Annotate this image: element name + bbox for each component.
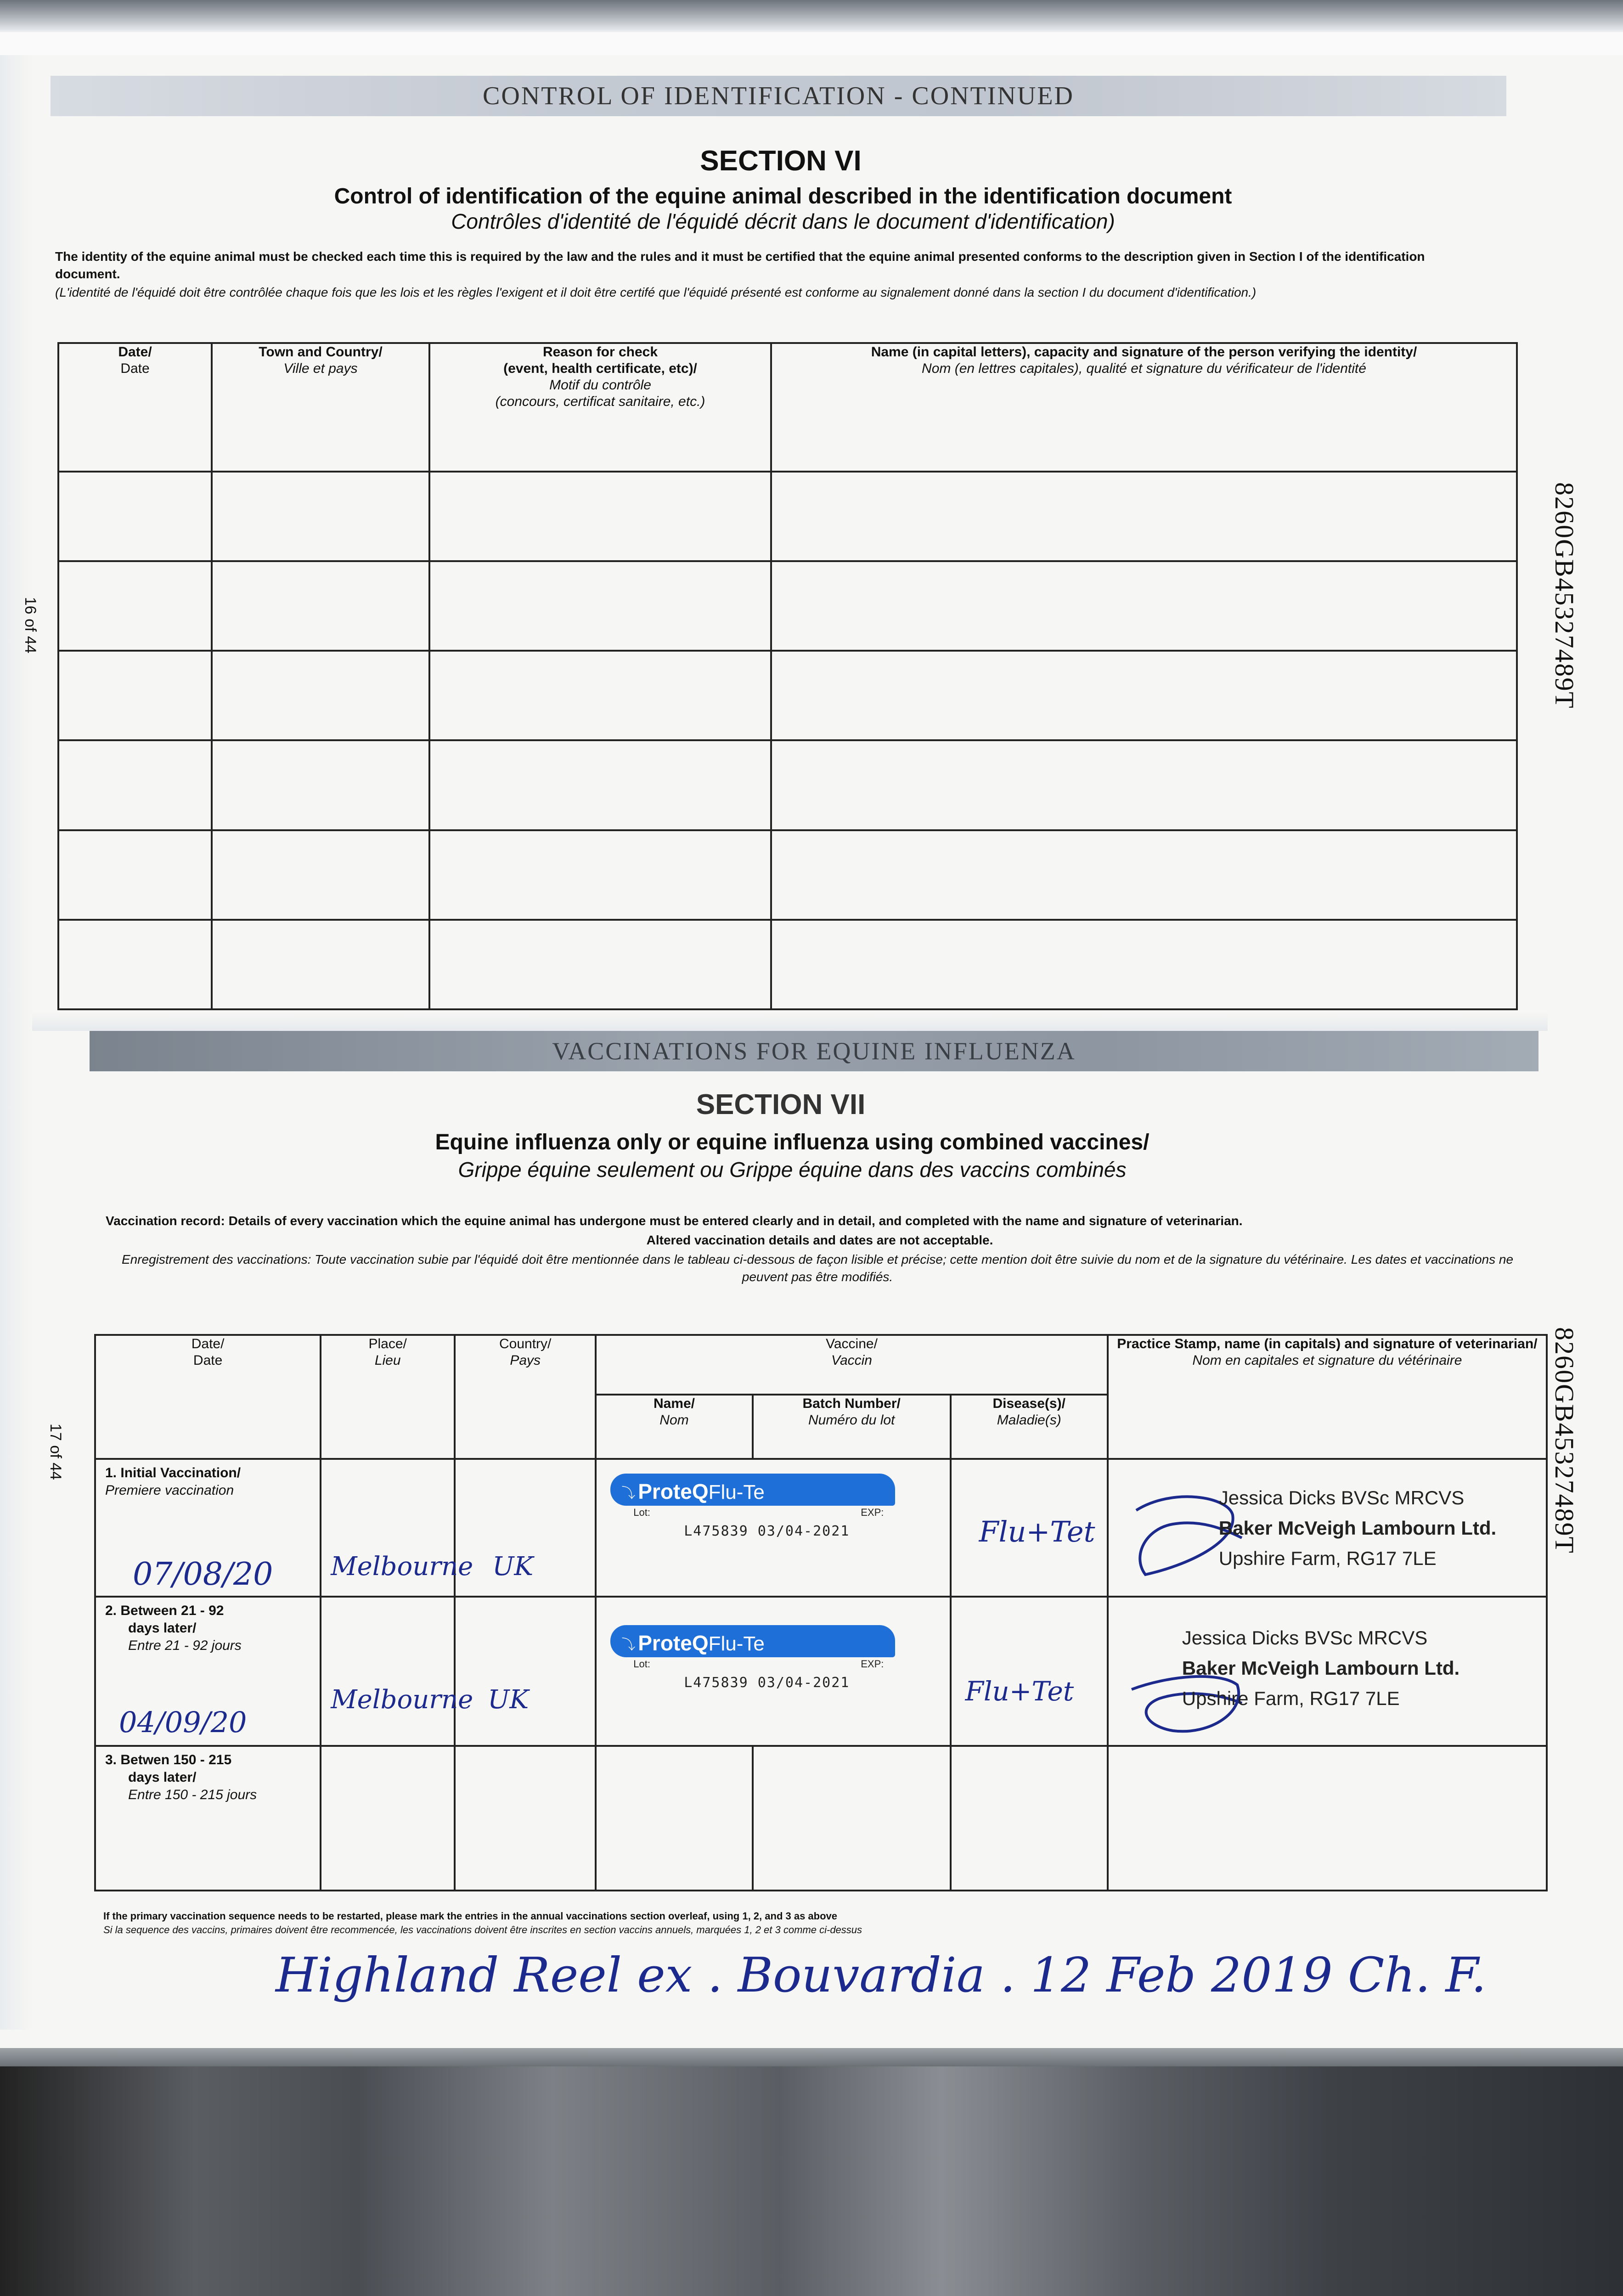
side-code-top: 8260GB45327489T [1550, 482, 1579, 709]
section6-banner: CONTROL OF IDENTIFICATION - CONTINUED [51, 76, 1506, 116]
footnote: If the primary vaccination sequence needs to be restarted, please mark the entries in the annual vaccinations section overleaf, using 1, 2, and 3 as above [103, 1910, 838, 1922]
vaccination-row-1 [95, 1459, 1547, 1597]
header-reason: Reason for check (event, health certificate, etc)/ Motif du contrôle (concours, certificat sanitaire, etc.) [429, 343, 771, 472]
table-row [58, 561, 1517, 651]
row2-place: Melbourne [331, 1685, 473, 1715]
row2-label-fr: Entre 21 - 92 jours [128, 1638, 242, 1653]
vaccination-row-3 [95, 1746, 1547, 1891]
table-row [58, 472, 1517, 561]
row1-date: 07/08/20 [133, 1556, 273, 1593]
row2-country: UK [488, 1685, 529, 1715]
section6-subtitle: Control of identification of the equine animal described in the identification document [334, 184, 1232, 208]
vaccine-arrow-icon: ⤵ [621, 1486, 636, 1501]
section7-title: SECTION VII [696, 1089, 866, 1120]
header-vaccine-name: Name/ Nom [596, 1395, 752, 1459]
side-code-bottom: 8260GB45327489T [1550, 1327, 1579, 1554]
row1-label: 1. Initial Vaccination/ [105, 1465, 241, 1480]
vet-stamp-2: Jessica Dicks BVSc MRCVS Baker McVeigh Lambourn Ltd. Upshire Farm, RG17 7LE [1182, 1627, 1460, 1709]
section6-note: The identity of the equine animal must be checked each time this is required by the law and the rules and it must be certified that the equine animal presented conforms to the description given in Section I of the identification document. [55, 249, 1425, 281]
row3-label2: days later/ [128, 1770, 197, 1785]
row2-label2: days later/ [128, 1621, 197, 1636]
header-date: Date/ Date [58, 343, 212, 472]
table-row [58, 651, 1517, 740]
header-disease: Disease(s)/ Maladie(s) [951, 1395, 1108, 1459]
vaccination-table [94, 1334, 1548, 1891]
header-date: Date/ Date [95, 1335, 321, 1459]
handwritten-note: Highland Reel ex . Bouvardia . 12 Feb 2019 Ch. F. [276, 1947, 1487, 2003]
row3-label-fr: Entre 150 - 215 jours [128, 1787, 257, 1802]
row1-label-fr: Premiere vaccination [105, 1483, 234, 1498]
row2-label: 2. Between 21 - 92 [105, 1603, 224, 1618]
row2-disease: Flu+Tet [965, 1676, 1074, 1707]
header-batch: Batch Number/ Numéro du lot [753, 1395, 951, 1459]
section7-record: Vaccination record: Details of every vaccination which the equine animal has undergone must be entered clearly and in detail, and completed with the name and signature of veterinarian. [106, 1214, 1243, 1228]
header-vaccine: Vaccine/ Vaccin [596, 1335, 1108, 1395]
page-number-top: 16 of 44 [22, 597, 39, 653]
page-left-shadow [0, 55, 32, 2030]
scanner-top-edge [0, 0, 1623, 32]
table-row [58, 920, 1517, 1009]
section6-note-fr: (L'identité de l'équidé doit être contrôlée chaque fois que les lois et les règles l'exigent et il doit être certifé que l'équidé présenté est conforme au signalement donné dans la section I du document d'identification.) [55, 285, 1257, 299]
section7-altered: Altered vaccination details and dates are not acceptable. [646, 1233, 993, 1247]
header-town: Town and Country/ Ville et pays [212, 343, 429, 472]
vaccine-arrow-icon: ⤵ [621, 1638, 636, 1653]
section7-subtitle: Equine influenza only or equine influenza using combined vaccines/ [435, 1130, 1150, 1154]
row1-place: Melbourne [331, 1552, 473, 1581]
scanner-bottom-edge [0, 2048, 1623, 2296]
footnote-fr: Si la sequence des vaccins, primaires doivent être recommencée, les vaccinations doivent être inscrites en section vaccins annuels, marquées 1, 2 et 3 comme ci-dessus [103, 1924, 862, 1936]
section7-record-fr: Enregistrement des vaccinations: Toute vaccination subie par l'équidé doit être mentionnée dans le tableau ci-dessous de façon lisible et précise; cette mention doit être suivie du nom et de la signature du vétérinaire. Les dates et vaccinations ne peuvent pas être modifiés. [121, 1252, 1514, 1284]
header-country: Country/ Pays [455, 1335, 596, 1459]
section7-subtitle-fr: Grippe équine seulement ou Grippe équine dans des vaccins combinés [458, 1158, 1127, 1182]
page-number-bottom: 17 of 44 [47, 1424, 64, 1480]
table-row [58, 740, 1517, 830]
section6-subtitle-fr: Contrôles d'identité de l'équidé décrit dans le document d'identification) [451, 209, 1115, 233]
header-practice-stamp: Practice Stamp, name (in capitals) and signature of veterinarian/ Nom en capitales et signature du vétérinaire [1108, 1335, 1547, 1459]
identification-table [57, 342, 1518, 1010]
page-fold-shadow [32, 1013, 1548, 1031]
row3-label: 3. Betwen 150 - 215 [105, 1752, 232, 1767]
vet-stamp-1: Jessica Dicks BVSc MRCVS Baker McVeigh Lambourn Ltd. Upshire Farm, RG17 7LE [1218, 1487, 1497, 1569]
row2-date: 04/09/20 [119, 1705, 247, 1739]
row1-disease: Flu+Tet [979, 1515, 1095, 1548]
vaccination-row-2 [95, 1597, 1547, 1746]
section7-banner: VACCINATIONS FOR EQUINE INFLUENZA [90, 1031, 1538, 1071]
vaccine-label-2: ⤵ ProteQFlu-Te Lot: EXP: L475839 03/04-2021 [610, 1625, 895, 1694]
row1-country: UK [492, 1552, 534, 1581]
table-row [58, 830, 1517, 920]
page-top-margin [0, 32, 1623, 55]
vaccine-label-1: ⤵ ProteQFlu-Te Lot: EXP: L475839 03/04-2021 [610, 1474, 895, 1542]
header-verifier: Name (in capital letters), capacity and signature of the person verifying the identity/ Nom (en lettres capitales), qualité et signature du vérificateur de l'identité [771, 343, 1517, 472]
header-place: Place/ Lieu [321, 1335, 455, 1459]
section6-title: SECTION VI [700, 145, 862, 177]
